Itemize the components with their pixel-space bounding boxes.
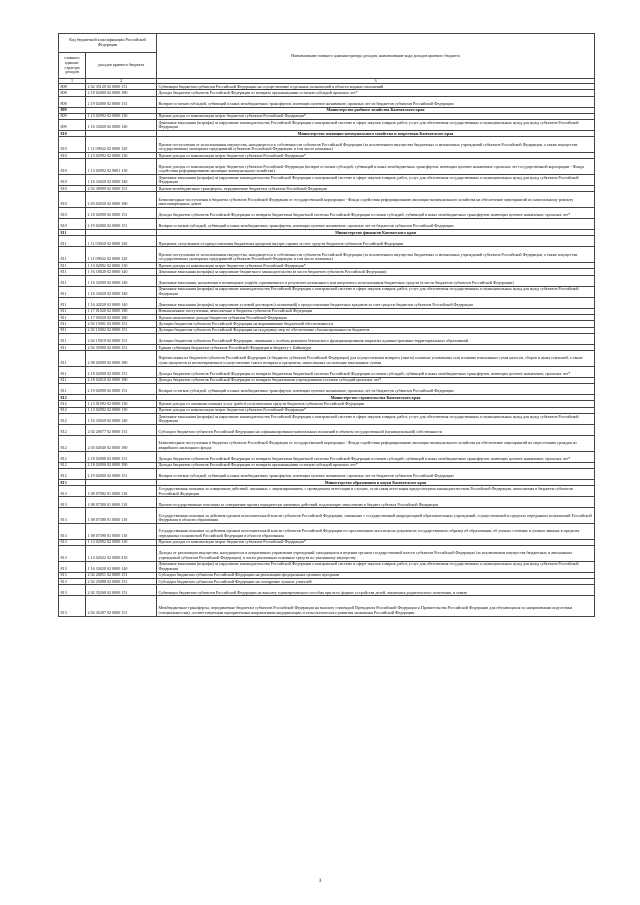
admin-code-cell: 810: [59, 175, 86, 186]
income-code-cell: 1 16 18020 02 0000 140: [86, 269, 157, 275]
description-cell: Доходы бюджетов субъектов Российской Федерации от возврата бюджетами бюджетной системы Российской Федерации остатков субсидий, субвенций и иных межбюджетных трансфертов, имеющих целевое назначение, прошлых лет*: [157, 366, 595, 377]
description-cell: Прочие поступления от использования имущества, находящегося в собственности субъектов Российской Федерации (за исключением имущества бюджетных и автономных учреждений субъектов Российской Федерации, а также имущества государственных унитарных предприятий субъектов Российской Федерации, в том числе казенных): [157, 247, 595, 263]
table-row: [59, 546, 595, 562]
admin-code-cell: 812: [59, 469, 86, 480]
table-row: [59, 469, 595, 480]
income-code-cell: 1 13 02992 02 0000 130: [86, 407, 157, 413]
header-col-admin: главного админи-стратора доходов: [59, 53, 86, 79]
income-code-cell: 2 19 02000 02 0000 151: [86, 469, 157, 480]
description-cell: Доходы бюджетов субъектов Российской Федерации от возврата бюджетными учреждениями остатков субсидий прошлых лет*: [157, 377, 595, 383]
income-code-cell: 1 16 42020 02 0000 140: [86, 297, 157, 308]
description-cell: Денежные взыскания (штрафы) за нарушение законодательства Российской Федерации о контрактной системе в сфере закупок товаров, работ, услуг для обеспечения государственных и муниципальных нужд для нужд субъектов Российской Федерации: [157, 286, 595, 297]
ministry-name-cell: Министерство строительства Камчатского края: [157, 395, 595, 401]
admin-code-cell: 811: [59, 377, 86, 383]
income-code-cell: 2 18 02000 02 0000 180: [86, 462, 157, 468]
description-cell: Возврат остатков субсидий, субвенций и иных межбюджетных трансфертов, имеющих целевое назначение, прошлых лет из бюджетов субъектов Российской Федерации: [157, 469, 595, 480]
income-code-cell: 1 16 33020 02 0000 140: [86, 414, 157, 425]
income-code-cell: 1 17 05020 02 0000 180: [86, 315, 157, 321]
income-code-cell: 1 17 01020 02 0000 180: [86, 308, 157, 314]
income-code-cell: 1 16 32000 02 0000 140: [86, 275, 157, 286]
description-cell: Перечисления из бюджетов субъектов Российской Федерации (в бюджеты субъектов Российской Федерации) для осуществления возврата (зачета) излишне уплаченных или излишне взысканных сумм налогов, сборов и иных платежей, а также сумм процентов за несвоевременное осуществление такого возврата и процентов, начисленных на излишне взысканные суммы: [157, 351, 595, 367]
income-code-cell: 1 16 33020 02 0000 140: [86, 286, 157, 297]
table-row: [59, 159, 595, 175]
header-group-title: Код бюджетной классификации Российской Федерации: [59, 34, 157, 53]
income-code-cell: 2 03 02030 02 0000 180: [86, 192, 157, 208]
income-code-cell: 1 13 02992 02 0000 130: [86, 153, 157, 159]
income-code-cell: 1 08 07380 01 0000 110: [86, 508, 157, 524]
admin-code-cell: 813: [59, 497, 86, 508]
income-code-cell: 2 02 35900 02 0000 151: [86, 344, 157, 350]
header-col-name: Наименование главного администратора доходов, наименование кода доходов краевого бюджета: [157, 34, 595, 79]
document-page: [58, 33, 594, 617]
admin-code-cell: 811: [59, 236, 86, 247]
table-row: [59, 297, 595, 308]
admin-code-cell: 811: [59, 344, 86, 350]
admin-code-cell: 812: [59, 407, 86, 413]
admin-code-cell: 813: [59, 486, 86, 497]
admin-code-cell: 810: [59, 137, 86, 153]
description-cell: Денежные взыскания (штрафы) за нарушение законодательства Российской Федерации о контрактной системе в сфере закупок товаров, работ, услуг для обеспечения государственных и муниципальных нужд для нужд субъектов Российской Федерации: [157, 561, 595, 572]
table-row: [59, 451, 595, 462]
table-row: [59, 585, 595, 596]
description-cell: Дотации бюджетам субъектов Российской Федерации на выравнивание бюджетной обеспеченности: [157, 321, 595, 327]
ministry-name-cell: Министерство образования и науки Камчатского края: [157, 480, 595, 486]
income-code-cell: 2 02 15001 02 0000 151: [86, 321, 157, 327]
description-cell: Межбюджетные трансферты, передаваемые бюджетам субъектов Российской Федерации на выплату стипендий Президента Российской Федерации и Правительства Российской Федерации для обучающихся по направлениям подготовки (специальностям), соответствующим приоритетным направлениям модернизации и технологического развития экономики Российской Федерации: [157, 596, 595, 616]
table-row: [59, 286, 595, 297]
income-code-cell: 1 11 09042 02 0000 120: [86, 137, 157, 153]
table-row: [59, 366, 595, 377]
admin-code-cell: 812: [59, 414, 86, 425]
table-row: [59, 137, 595, 153]
admin-code-cell: 813: [59, 579, 86, 585]
header-index-2: 2: [86, 79, 157, 84]
table-row: [59, 208, 595, 219]
description-cell: Доходы бюджетов субъектов Российской Федерации от возврата бюджетами бюджетной системы Российской Федерации остатков субсидий, субвенций и иных межбюджетных трансфертов, имеющих целевое назначение, прошлых лет*: [157, 208, 595, 219]
description-cell: Денежные взыскания (штрафы) за нарушение бюджетного законодательства (в части бюджетов субъектов Российской Федерации): [157, 269, 595, 275]
table-row: [59, 497, 595, 508]
admin-code-cell: 812: [59, 436, 86, 452]
description-cell: Прочие доходы от компенсации затрат бюджетов субъектов Российской Федерации*: [157, 153, 595, 159]
admin-code-cell: 808: [59, 90, 86, 96]
description-cell: Денежные взыскания (штрафы) за нарушение условий договоров (соглашений) о предоставлении бюджетных кредитов за счет средств бюджетов субъектов Российской Федерации: [157, 297, 595, 308]
income-code-cell: 2 02 20051 02 0000 151: [86, 572, 157, 578]
admin-code-cell: 813: [59, 524, 86, 540]
table-row: [59, 120, 595, 131]
description-cell: Возврат остатков субсидий, субвенций и иных межбюджетных трансфертов, имеющих целевое назначение, прошлых лет из бюджетов субъектов Российской Федерации: [157, 96, 595, 107]
description-cell: Государственная пошлина за совершение действий, связанных с лицензированием, с проведением аттестации в случаях, если такая аттестация предусмотрена законодательством Российской Федерации, зачисляемая в бюджеты субъектов Российской Федерации: [157, 486, 595, 497]
admin-code-cell: 812: [59, 462, 86, 468]
admin-code-cell: 811: [59, 263, 86, 269]
description-cell: Субсидии бюджетам субъектов Российской Федерации на поощрение лучших учителей: [157, 579, 595, 585]
admin-code-cell: 809: [59, 107, 86, 113]
description-cell: Прочие межбюджетные трансферты, передаваемые бюджетам субъектов Российской Федерации: [157, 186, 595, 192]
description-cell: Безвозмездные поступления в бюджеты субъектов Российской Федерации от государственной корпорации - Фонда содействия реформированию жилищно-коммунального хозяйства на обеспечение мероприятий по капитальному ремонту многоквартирных домов: [157, 192, 595, 208]
table-row: [59, 561, 595, 572]
description-cell: Прочие доходы от компенсации затрат бюджетов субъектов Российской Федерации*: [157, 407, 595, 413]
table-row: [59, 524, 595, 540]
table-row: [59, 175, 595, 186]
income-code-cell: 2 19 02000 02 0000 151: [86, 384, 157, 395]
description-cell: Дотации бюджетам субъектов Российской Федерации, связанные с особым режимом безопасного функционирования закрытых административно-территориальных образований: [157, 333, 595, 344]
admin-code-cell: 811: [59, 366, 86, 377]
income-code-cell: 2 03 02040 02 0000 180: [86, 436, 157, 452]
income-code-cell: 1 11 03020 02 0000 120: [86, 236, 157, 247]
description-cell: Единая субвенция бюджетам субъектов Российской Федерации и бюджету г. Байконура: [157, 344, 595, 350]
table-row: [59, 596, 595, 616]
admin-code-cell: 811: [59, 384, 86, 395]
income-code-cell: 1 16 33020 02 0000 140: [86, 120, 157, 131]
admin-code-cell: 810: [59, 192, 86, 208]
admin-code-cell: 813: [59, 561, 86, 572]
ministry-name-cell: Министерство финансов Камчатского края: [157, 230, 595, 236]
income-code-cell: 1 13 01992 02 0000 130: [86, 401, 157, 407]
admin-code-cell: 811: [59, 247, 86, 263]
admin-code-cell: 812: [59, 451, 86, 462]
income-code-cell: 2 02 25088 02 0000 151: [86, 579, 157, 585]
admin-code-cell: 813: [59, 596, 86, 616]
income-code-cell: 1 08 07300 01 0000 110: [86, 497, 157, 508]
header-index-3: 3: [157, 79, 595, 84]
income-code-cell: 2 19 02000 02 0000 151: [86, 96, 157, 107]
table-row: [59, 247, 595, 263]
income-code-cell: 2 18 02000 02 0000 151: [86, 451, 157, 462]
admin-code-cell: 811: [59, 308, 86, 314]
income-code-cell: 2 02 35120 02 0000 151: [86, 84, 157, 90]
description-cell: Прочие доходы от компенсации затрат бюджетов субъектов Российской Федерации (возврат остатков субсидий, субвенций и иных межбюджетных трансфертов, имеющих целевое назначение, прошлых лет государственной корпорации - Фонда содействия реформированию жилищно-коммунального хозяйства): [157, 159, 595, 175]
admin-code-cell: 811: [59, 286, 86, 297]
admin-code-cell: 810: [59, 219, 86, 230]
description-cell: Прочие доходы от компенсации затрат бюджетов субъектов Российской Федерации*: [157, 263, 595, 269]
admin-code-cell: 809: [59, 120, 86, 131]
table-row: [59, 486, 595, 497]
table-row: [59, 414, 595, 425]
description-cell: Дотации бюджетам субъектов Российской Федерации на поддержку мер по обеспечению сбалансированности бюджетов: [157, 327, 595, 333]
description-cell: Денежные взыскания (штрафы) за нарушение законодательства Российской Федерации о контрактной системе в сфере закупок товаров, работ, услуг для обеспечения государственных и муниципальных нужд для нужд субъектов Российской Федерации: [157, 414, 595, 425]
income-code-cell: 1 13 02992 02 0000 130: [86, 539, 157, 545]
income-code-cell: 2 02 15002 02 0000 151: [86, 327, 157, 333]
description-cell: Доходы от реализации имущества, находящегося в оперативном управлении учреждений, находящихся в ведении органов государственной власти субъектов Российской Федерации (за исключением имущества бюджетных и автономных учреждений субъектов Российской Федерации), в части реализации основных средств по указанному имуществу: [157, 546, 595, 562]
description-cell: Доходы бюджетов субъектов Российской Федерации от возврата бюджетами бюджетной системы Российской Федерации остатков субсидий, субвенций и иных межбюджетных трансфертов, имеющих целевое назначение, прошлых лет*: [157, 451, 595, 462]
income-code-cell: 2 18 02000 02 0000 151: [86, 208, 157, 219]
admin-code-cell: 811: [59, 315, 86, 321]
income-code-cell: 2 02 20077 02 0000 151: [86, 425, 157, 436]
description-cell: Проценты, полученные от предоставления бюджетных кредитов внутри страны за счет средств бюджетов субъектов Российской Федерации: [157, 236, 595, 247]
description-cell: Прочие неналоговые доходы бюджетов субъектов Российской Федерации: [157, 315, 595, 321]
income-code-cell: 2 08 02000 02 0000 180: [86, 351, 157, 367]
income-code-cell: 1 08 07390 01 0000 110: [86, 524, 157, 540]
table-row: [59, 384, 595, 395]
income-code-cell: 1 16 33020 02 0000 140: [86, 175, 157, 186]
description-cell: Субвенции бюджетам субъектов Российской Федерации на выплату единовременного пособия при всех формах устройства детей, лишенных родительского попечения, в семью: [157, 585, 595, 596]
admin-code-cell: 810: [59, 208, 86, 219]
admin-code-cell: 811: [59, 333, 86, 344]
admin-code-cell: 813: [59, 572, 86, 578]
description-cell: Денежные взыскания (штрафы) за нарушение законодательства Российской Федерации о контрактной системе в сфере закупок товаров, работ, услуг для обеспечения государственных и муниципальных нужд для нужд субъектов Российской Федерации: [157, 175, 595, 186]
header-index-1: 1: [59, 79, 86, 84]
admin-code-cell: 811: [59, 321, 86, 327]
description-cell: Прочие доходы от оказания платных услуг (работ) получателями средств бюджетов субъектов Российской Федерации: [157, 401, 595, 407]
admin-code-cell: 808: [59, 84, 86, 90]
description-cell: Невыясненные поступления, зачисляемые в бюджеты субъектов Российской Федерации: [157, 308, 595, 314]
admin-code-cell: 813: [59, 585, 86, 596]
income-code-cell: 1 13 02992 02 0000 130: [86, 263, 157, 269]
description-cell: Денежные взыскания (штрафы) за нарушение законодательства Российской Федерации о контрактной системе в сфере закупок товаров, работ, услуг для обеспечения государственных и муниципальных нужд для нужд субъектов Российской Федерации: [157, 120, 595, 131]
admin-code-cell: 811: [59, 297, 86, 308]
description-cell: Государственная пошлина за действия органов исполнительной власти субъектов Российской Федерации, связанные с государственной аккредитацией образовательных учреждений, осуществляемой в пределах переданных полномочий Российской Федерации в области образования: [157, 508, 595, 524]
admin-code-cell: 812: [59, 425, 86, 436]
description-cell: Возврат остатков субсидий, субвенций и иных межбюджетных трансфертов, имеющих целевое назначение, прошлых лет из бюджетов субъектов Российской Федерации: [157, 219, 595, 230]
income-code-cell: 2 19 02000 02 0000 151: [86, 219, 157, 230]
description-cell: Субсидии бюджетам субъектов Российской Федерации на реализацию федеральных целевых программ: [157, 572, 595, 578]
description-cell: Прочие государственные пошлины за совершение прочих юридически значимых действий, подлежащие зачислению в бюджет субъекта Российской Федерации: [157, 497, 595, 508]
admin-code-cell: 810: [59, 186, 86, 192]
table-body: [59, 84, 595, 617]
admin-code-cell: 813: [59, 508, 86, 524]
admin-code-cell: 808: [59, 96, 86, 107]
description-cell: Государственная пошлина за действия органов исполнительной власти субъектов Российской Федерации по проставлению апостиля на документах государственного образца об образовании, об ученых степенях и ученых званиях в пределах переданных полномочий Российской Федерации в области образования: [157, 524, 595, 540]
admin-code-cell: 811: [59, 230, 86, 236]
admin-code-cell: 813: [59, 546, 86, 562]
income-code-cell: 2 02 49999 02 0000 151: [86, 186, 157, 192]
header-col-income: доходов краевого бюджета: [86, 53, 157, 79]
admin-code-cell: 810: [59, 159, 86, 175]
admin-code-cell: 813: [59, 539, 86, 545]
income-code-cell: 1 08 07082 01 0000 110: [86, 486, 157, 497]
income-code-cell: 1 16 33020 02 0000 140: [86, 561, 157, 572]
description-cell: Прочие поступления от использования имущества, находящегося в собственности субъектов Российской Федерации (за исключением имущества бюджетных и автономных учреждений субъектов Российской Федерации, а также имущества государственных унитарных предприятий субъектов Российской Федерации, в том числе казенных): [157, 137, 595, 153]
admin-code-cell: 811: [59, 269, 86, 275]
description-cell: Возврат остатков субсидий, субвенций и иных межбюджетных трансфертов, имеющих целевое назначение, прошлых лет из бюджетов субъектов Российской Федерации: [157, 384, 595, 395]
table-row: [59, 96, 595, 107]
ministry-name-cell: Министерство рыбного хозяйства Камчатского края: [157, 107, 595, 113]
description-cell: Прочие доходы от компенсации затрат бюджетов субъектов Российской Федерации*: [157, 113, 595, 119]
admin-code-cell: 809: [59, 113, 86, 119]
table-row: [59, 192, 595, 208]
table-row: [59, 436, 595, 452]
income-code-cell: 2 02 45297 02 0000 151: [86, 596, 157, 616]
income-code-cell: 1 11 09042 02 0000 120: [86, 247, 157, 263]
income-code-cell: 2 18 02000 02 0000 151: [86, 366, 157, 377]
income-code-cell: 1 14 02022 02 0000 410: [86, 546, 157, 562]
income-code-cell: 2 02 35260 02 0000 151: [86, 585, 157, 596]
table-header-row: [59, 34, 595, 53]
page-number: 3: [318, 878, 322, 884]
admin-code-cell: 810: [59, 153, 86, 159]
admin-code-cell: 810: [59, 131, 86, 137]
table-row: [59, 275, 595, 286]
income-code-cell: 2 18 02000 02 0000 180: [86, 90, 157, 96]
description-cell: Субвенции бюджетам субъектов Российской Федерации на осуществление отдельных полномочий в области водных отношений: [157, 84, 595, 90]
table-row: [59, 351, 595, 367]
income-code-cell: 1 13 02992 02 0000 130: [86, 113, 157, 119]
admin-code-cell: 813: [59, 480, 86, 486]
admin-code-cell: 812: [59, 401, 86, 407]
admin-code-cell: 812: [59, 395, 86, 401]
income-code-cell: 1 13 02992 02 9001 130: [86, 159, 157, 175]
description-cell: Субсидии бюджетам субъектов Российской Федерации на софинансирование капитальных вложений в объекты государственной (муниципальной) собственности: [157, 425, 595, 436]
description-cell: Денежные взыскания, налагаемые в возмещение ущерба, причиненного в результате незаконного или нецелевого использования бюджетных средств (в части бюджетов субъектов Российской Федерации): [157, 275, 595, 286]
admin-code-cell: 811: [59, 327, 86, 333]
revenue-codes-table: [58, 33, 595, 617]
admin-code-cell: 811: [59, 275, 86, 286]
income-code-cell: 2 18 02010 02 0000 180: [86, 377, 157, 383]
income-code-cell: 2 02 15010 02 0000 151: [86, 333, 157, 344]
table-row: [59, 333, 595, 344]
table-row: [59, 219, 595, 230]
description-cell: Безвозмездные поступления в бюджеты субъектов Российской Федерации от государственной корпорации - Фонда содействия реформированию жилищно-коммунального хозяйства на обеспечение мероприятий по переселению граждан из аварийного жилищного фонда: [157, 436, 595, 452]
table-row: [59, 425, 595, 436]
description-cell: Доходы бюджетов субъектов Российской Федерации от возврата организациями остатков субсидий прошлых лет*: [157, 462, 595, 468]
admin-code-cell: 811: [59, 351, 86, 367]
table-row: [59, 236, 595, 247]
description-cell: Прочие доходы от компенсации затрат бюджетов субъектов Российской Федерации*: [157, 539, 595, 545]
table-row: [59, 508, 595, 524]
description-cell: Доходы бюджетов субъектов Российской Федерации от возврата организациями остатков субсидий прошлых лет*: [157, 90, 595, 96]
ministry-name-cell: Министерство жилищно-коммунального хозяйства и энергетики Камчатского края: [157, 131, 595, 137]
